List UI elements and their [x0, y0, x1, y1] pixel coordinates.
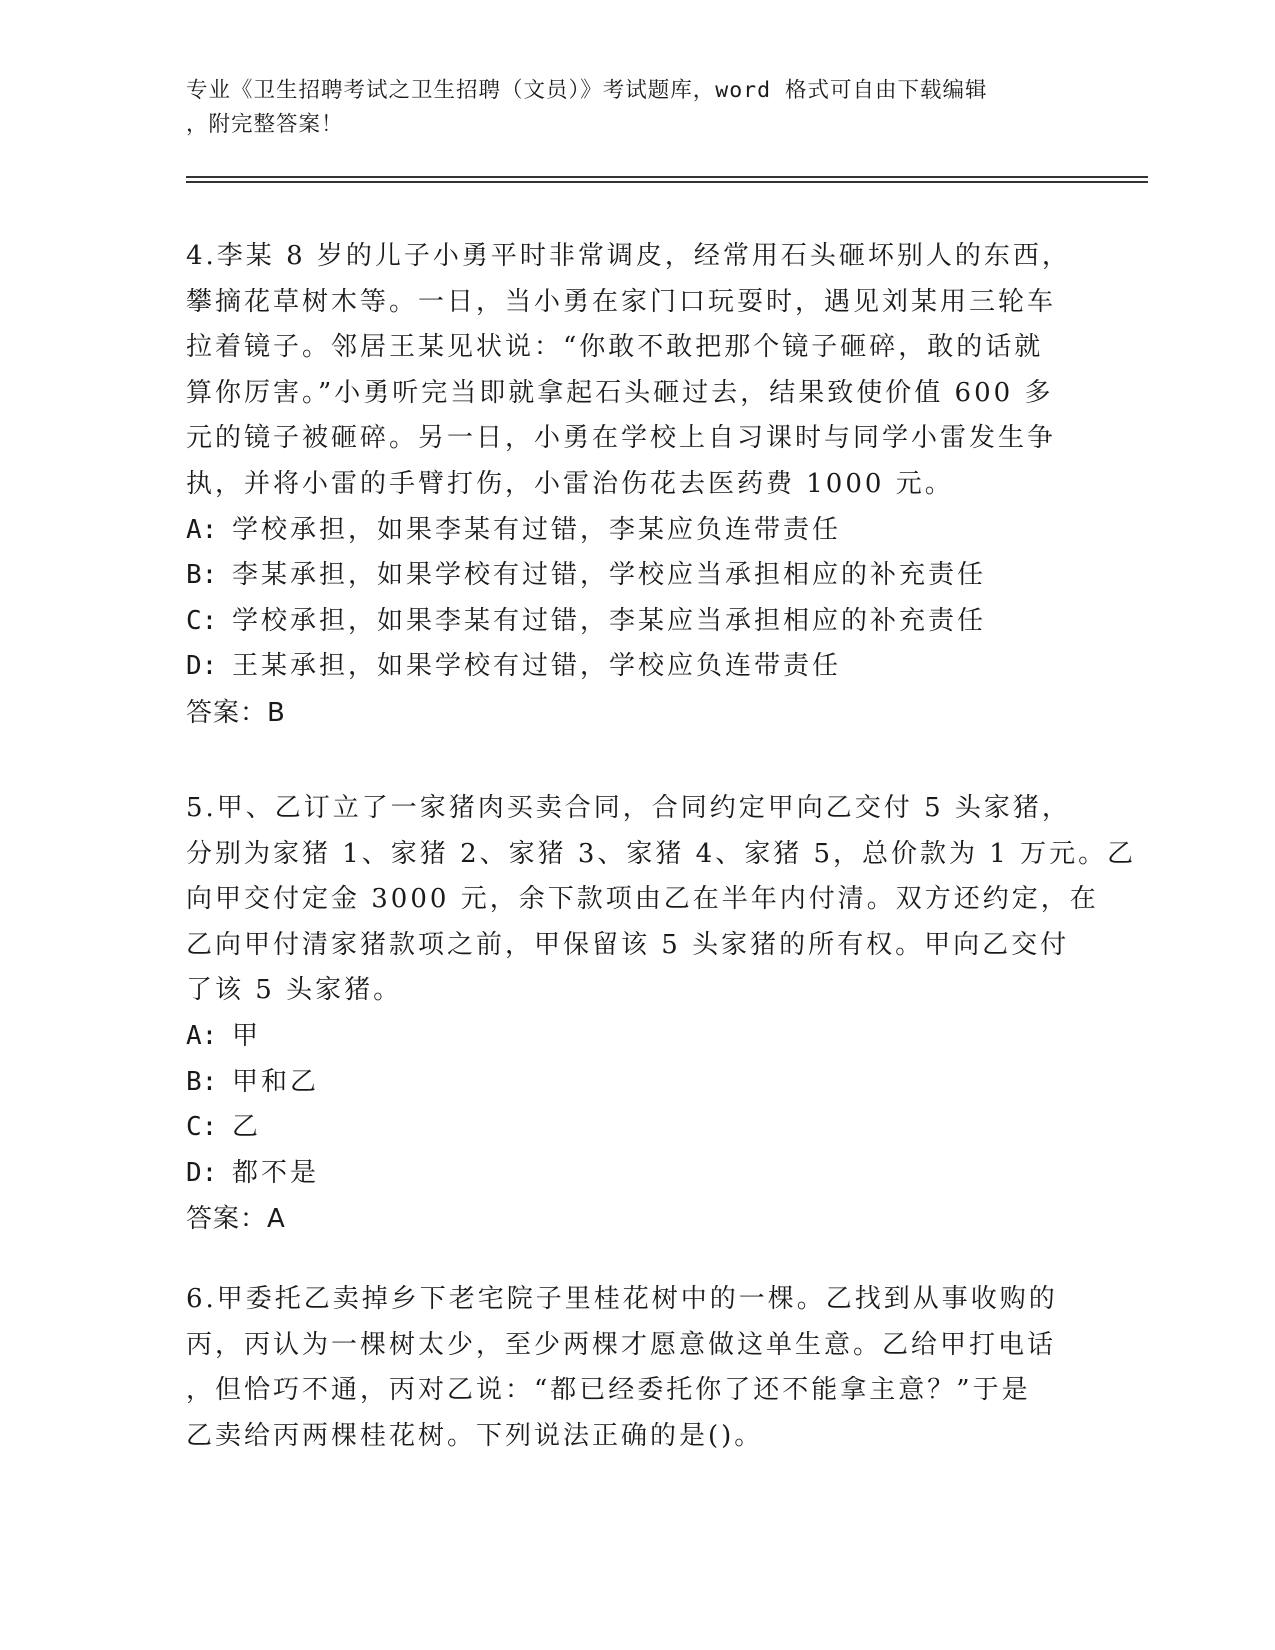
question-5-line: 了该 5 头家猪。	[186, 975, 403, 1006]
option-key: A:	[186, 1020, 218, 1051]
question-5-line: 分别为家猪 1、家猪 2、家猪 3、家猪 4、家猪 5，总价款为 1 万元。乙	[186, 838, 1137, 869]
question-4-text	[186, 234, 1086, 508]
question-4-line: 元的镜子被砸碎。另一日，小勇在学校上自习课时与同学小雷发生争	[186, 423, 1057, 454]
question-5-option-c	[186, 1105, 1086, 1151]
option-text: 李某承担，如果学校有过错，学校应当承担相应的补充责任	[232, 560, 987, 591]
header-divider-top	[186, 176, 1148, 178]
option-key: C:	[186, 605, 218, 636]
question-6-line: 6.甲委托乙卖掉乡下老宅院子里桂花树中的一棵。乙找到从事收购的	[186, 1284, 1058, 1314]
option-text: 乙	[232, 1112, 262, 1143]
question-4-answer: 答案：B	[186, 697, 286, 728]
option-text: 甲	[232, 1020, 262, 1051]
question-6	[186, 1277, 1086, 1459]
question-4-line: 拉着镜子。邻居王某见状说：“你敢不敢把那个镜子砸碎，敢的话就	[186, 332, 1044, 363]
question-6-line: ，但恰巧不通，丙对乙说：“都已经委托你了还不能拿主意？”于是	[186, 1375, 1031, 1406]
question-5-option-d	[186, 1151, 1086, 1197]
option-text: 学校承担，如果李某有过错，李某应当承担相应的补充责任	[232, 605, 987, 636]
question-5-answer: 答案：A	[186, 1204, 286, 1235]
question-4-line: 执，并将小雷的手臂打伤，小雷治伤花去医药费 1000 元。	[186, 468, 954, 499]
option-text: 甲和乙	[232, 1066, 320, 1097]
question-4	[186, 234, 1086, 736]
option-key: B:	[186, 560, 218, 591]
question-5-text	[186, 786, 1137, 1014]
header-divider-bottom	[186, 181, 1148, 183]
question-4-line: 攀摘花草树木等。一日，当小勇在家门口玩耍时，遇见刘某用三轮车	[186, 286, 1057, 317]
question-4-option-b	[186, 553, 1086, 599]
question-5-line: 乙向甲付清家猪款项之前，甲保留该 5 头家猪的所有权。甲向乙交付	[186, 929, 1070, 960]
document-header	[186, 74, 1066, 142]
question-4-option-a	[186, 508, 1086, 554]
option-key: A:	[186, 514, 218, 545]
question-5-line: 向甲交付定金 3000 元，余下款项由乙在半年内付清。双方还约定，在	[186, 884, 1099, 915]
question-5-line: 5.甲、乙订立了一家猪肉买卖合同，合同约定甲向乙交付 5 头家猪，	[186, 793, 1071, 823]
question-6-line: 乙卖给丙两棵桂花树。下列说法正确的是()。	[186, 1420, 764, 1451]
question-5-option-b	[186, 1060, 1086, 1106]
question-5	[186, 786, 1137, 1242]
header-line-2: ，附完整答案！	[186, 112, 344, 137]
question-4-line: 算你厉害。”小勇听完当即就拿起石头砸过去，结果致使价值 600 多	[186, 377, 1054, 408]
option-text: 王某承担，如果学校有过错，学校应负连带责任	[232, 651, 842, 682]
option-key: D:	[186, 1157, 218, 1188]
question-5-option-a	[186, 1014, 1086, 1060]
option-text: 都不是	[232, 1157, 320, 1188]
option-key: D:	[186, 651, 218, 682]
question-4-option-c	[186, 599, 1086, 645]
option-text: 学校承担，如果李某有过错，李某应负连带责任	[232, 514, 842, 545]
header-line-1: 专业《卫生招聘考试之卫生招聘（文员）》考试题库，word 格式可自由下载编辑	[186, 78, 988, 103]
option-key: B:	[186, 1066, 218, 1097]
question-6-line: 丙，丙认为一棵树太少，至少两棵才愿意做这单生意。乙给甲打电话	[186, 1329, 1057, 1360]
option-key: C:	[186, 1112, 218, 1143]
question-4-option-d	[186, 644, 1086, 690]
question-6-text	[186, 1277, 1086, 1459]
question-4-line: 4.李某 8 岁的儿子小勇平时非常调皮，经常用石头砸坏别人的东西，	[186, 241, 1071, 271]
